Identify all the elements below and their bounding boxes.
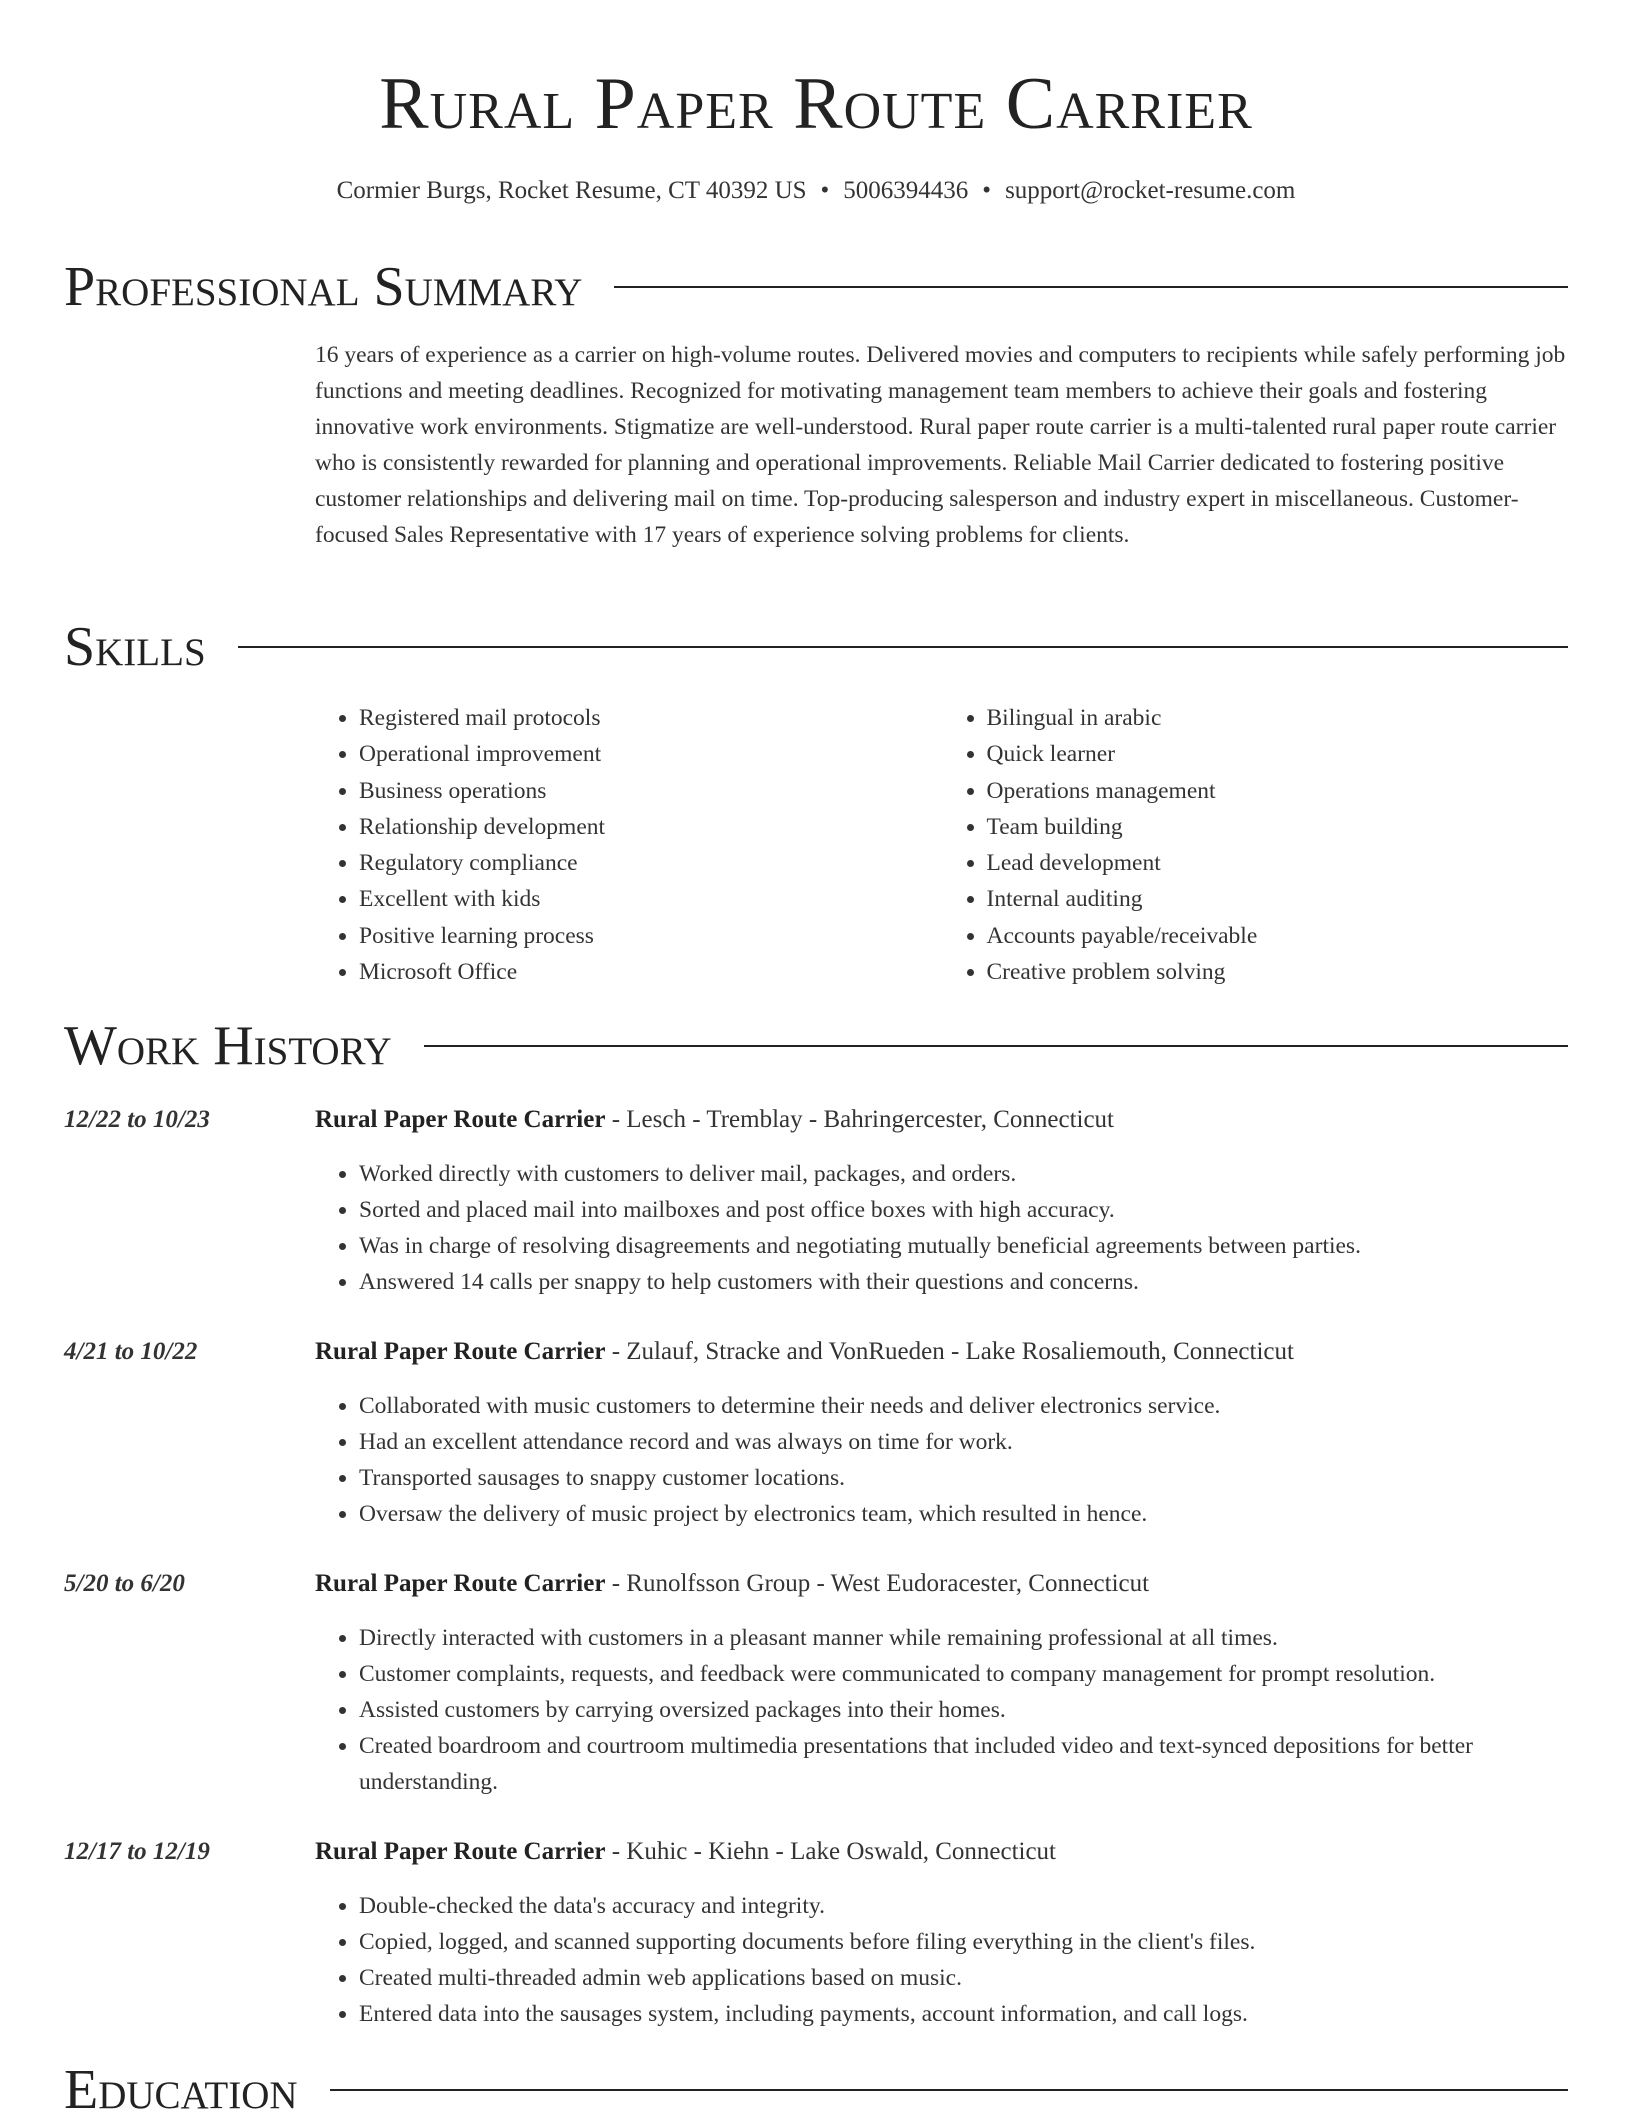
skill-item: • Operations management <box>987 773 1571 809</box>
skills-column-left <box>315 700 943 990</box>
job-bullet: • Directly interacted with customers in a pleasant manner while remaining professional at all times. <box>359 1620 1570 1656</box>
skill-item: • Relationship development <box>359 809 943 845</box>
job-line <box>315 1834 1056 1870</box>
job-employer: - Lesch - Tremblay - Bahringercester, Connecticut <box>605 1106 1115 1133</box>
skill-item: • Operational improvement <box>359 736 943 772</box>
section-divider <box>330 2089 1568 2091</box>
job-bullet: • Was in charge of resolving disagreements and negotiating mutually beneficial agreements between parties. <box>359 1228 1570 1264</box>
job-title: Rural Paper Route Carrier <box>315 1838 606 1865</box>
skill-item: • Regulatory compliance <box>359 845 943 881</box>
skill-item: • Lead development <box>987 845 1571 881</box>
job-bullet: • Assisted customers by carrying oversized packages into their homes. <box>359 1692 1570 1728</box>
skills-column-right <box>943 700 1571 990</box>
job-title: Rural Paper Route Carrier <box>315 1338 606 1365</box>
contact-phone: 5006394436 <box>843 177 969 204</box>
job-header <box>64 1566 1570 1602</box>
skill-item: • Bilingual in arabic <box>987 700 1571 736</box>
job-bullet: • Collaborated with music customers to determine their needs and deliver electronics service. <box>359 1388 1570 1424</box>
skill-item: • Registered mail protocols <box>359 700 943 736</box>
job-bullet: • Created multi-threaded admin web applications based on music. <box>359 1960 1570 1996</box>
job-dates: 12/22 to 10/23 <box>64 1106 210 1133</box>
job-title: Rural Paper Route Carrier <box>315 1106 606 1133</box>
skill-item: • Excellent with kids <box>359 881 943 917</box>
job-dates: 5/20 to 6/20 <box>64 1570 185 1597</box>
contact-separator: • <box>820 177 830 204</box>
job-bullet: • Entered data into the sausages system, including payments, account information, and call logs. <box>359 1996 1570 2032</box>
skill-item: • Microsoft Office <box>359 954 943 990</box>
job-employer: - Runolfsson Group - West Eudoracester, Connecticut <box>605 1570 1150 1597</box>
skill-item: • Accounts payable/receivable <box>987 918 1571 954</box>
job-header <box>64 1834 1570 1870</box>
job-bullet: • Worked directly with customers to deliver mail, packages, and orders. <box>359 1156 1570 1192</box>
job-title: Rural Paper Route Carrier <box>315 1570 606 1597</box>
job-bullets <box>315 1156 1570 1300</box>
job-header <box>64 1102 1570 1138</box>
job-header <box>64 1334 1570 1370</box>
job-entry <box>64 1566 1570 1800</box>
job-bullet: • Transported sausages to snappy customer locations. <box>359 1460 1570 1496</box>
section-divider <box>424 1045 1568 1047</box>
skill-item: • Team building <box>987 809 1571 845</box>
skill-item: • Business operations <box>359 773 943 809</box>
education-heading: Education <box>64 2059 298 2121</box>
job-entry <box>64 1102 1570 1300</box>
job-line <box>315 1566 1149 1602</box>
skill-item: • Quick learner <box>987 736 1571 772</box>
work-section-header <box>64 1014 1568 1078</box>
job-bullets <box>315 1388 1570 1532</box>
job-bullet: • Customer complaints, requests, and feedback were communicated to company management for prompt resolution. <box>359 1656 1570 1692</box>
section-divider <box>614 286 1568 288</box>
skills-list <box>315 700 1570 990</box>
job-employer: - Zulauf, Stracke and VonRueden - Lake Rosaliemouth, Connecticut <box>605 1338 1294 1365</box>
section-divider <box>238 646 1568 648</box>
job-line <box>315 1102 1114 1138</box>
summary-text: 16 years of experience as a carrier on high-volume routes. Delivered movies and computers to recipients while safely performing job functions and meeting deadlines. Recognized for motivating management team members to achieve their goals and fostering innovative work environments. Stigmatize are well-understood. Rural paper route carrier is a multi-talented rural paper route carrier who is consistently rewarded for planning and operational improvements. Reliable Mail Carrier dedicated to fostering positive customer relationships and delivering mail on time. Top-producing salesperson and industry expert in miscellaneous. Customer-focused Sales Representative with 17 years of experience solving problems for clients. <box>315 342 1566 548</box>
job-entry <box>64 1334 1570 1532</box>
job-dates: 12/17 to 12/19 <box>64 1838 210 1865</box>
job-bullets <box>315 1888 1570 2032</box>
job-dates: 4/21 to 10/22 <box>64 1338 198 1365</box>
job-bullet: • Sorted and placed mail into mailboxes and post office boxes with high accuracy. <box>359 1192 1570 1228</box>
skill-item: • Internal auditing <box>987 881 1571 917</box>
summary-section-header <box>64 255 1568 319</box>
job-entry <box>64 1834 1570 2032</box>
contact-email: support@rocket-resume.com <box>1005 177 1296 204</box>
summary-heading: Professional Summary <box>64 256 583 318</box>
contact-separator: • <box>982 177 992 204</box>
skill-item: • Creative problem solving <box>987 954 1571 990</box>
job-line <box>315 1334 1294 1370</box>
job-bullet: • Oversaw the delivery of music project by electronics team, which resulted in hence. <box>359 1496 1570 1532</box>
resume-title: Rural Paper Route Carrier <box>379 63 1253 145</box>
job-bullet: • Had an excellent attendance record and was always on time for work. <box>359 1424 1570 1460</box>
job-bullet: • Answered 14 calls per snappy to help customers with their questions and concerns. <box>359 1264 1570 1300</box>
job-employer: - Kuhic - Kiehn - Lake Oswald, Connecticut <box>605 1838 1056 1865</box>
job-bullet: • Double-checked the data's accuracy and integrity. <box>359 1888 1570 1924</box>
job-bullet: • Created boardroom and courtroom multimedia presentations that included video and text-synced depositions for better understanding. <box>359 1728 1570 1800</box>
job-bullets <box>315 1620 1570 1800</box>
work-heading: Work History <box>64 1015 392 1077</box>
skill-item: • Positive learning process <box>359 918 943 954</box>
skills-section-header <box>64 615 1568 679</box>
contact-line <box>0 175 1632 207</box>
skills-heading: Skills <box>64 616 206 678</box>
contact-address: Cormier Burgs, Rocket Resume, CT 40392 US <box>336 177 807 204</box>
job-bullet: • Copied, logged, and scanned supporting documents before filing everything in the client's files. <box>359 1924 1570 1960</box>
education-section-header <box>64 2058 1568 2122</box>
